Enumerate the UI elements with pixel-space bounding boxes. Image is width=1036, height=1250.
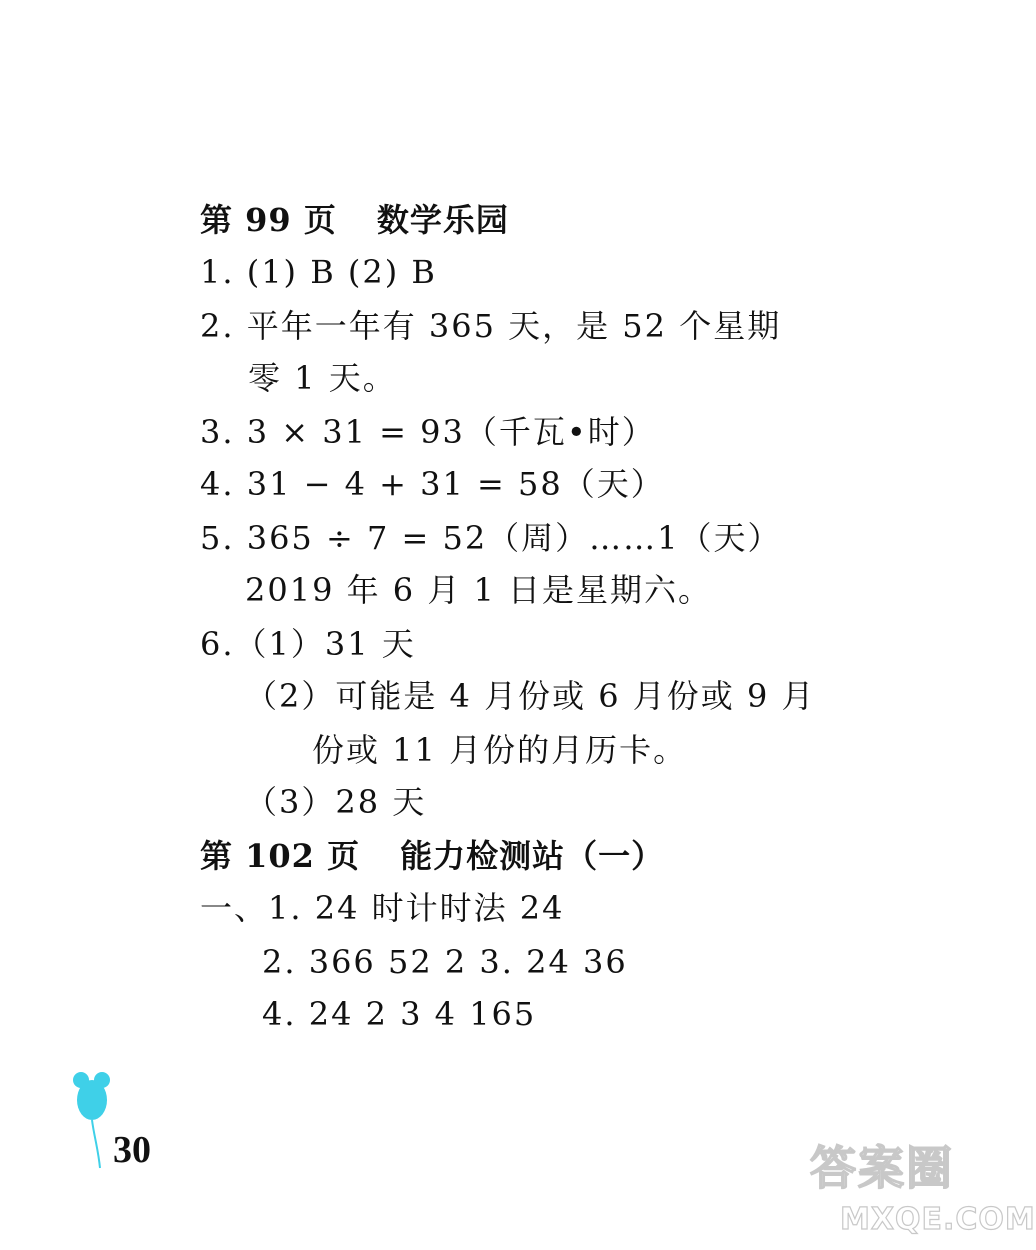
section-title: 数学乐园 [376, 201, 509, 239]
answer-line: 6.（1）31 天 [200, 625, 416, 663]
answer-line: 4. 24 2 3 4 165 [262, 995, 537, 1033]
section-title: 能力检测站（一） [400, 837, 665, 875]
answer-line: 3. 3 × 31 = 93（千瓦•时） [200, 413, 656, 451]
answer-line: 2019 年 6 月 1 日是星期六。 [245, 571, 713, 609]
watermark-text: 答案圈 [810, 1141, 954, 1195]
answer-line: 5. 365 ÷ 7 = 52（周）……1（天） [200, 519, 782, 557]
section-page-label: 第 99 页 [200, 201, 337, 239]
section-heading-page-102 [200, 836, 664, 876]
answer-line: 2. 366 52 2 3. 24 36 [262, 943, 628, 981]
watermark [810, 1140, 1036, 1245]
answer-line: （2）可能是 4 月份或 6 月份或 9 月 [245, 677, 816, 715]
watermark-url: MXQE.COM [840, 1202, 1036, 1237]
section-heading-page-99 [200, 200, 509, 240]
answer-line: 1. (1) B (2) B [200, 253, 437, 291]
answer-line: （3）28 天 [245, 783, 427, 821]
answer-line: 4. 31 − 4 + 31 = 58（天） [200, 465, 665, 503]
section-page-label: 第 102 页 [200, 837, 361, 875]
answer-line: 份或 11 月份的月历卡。 [312, 731, 688, 769]
answer-line: 一、1. 24 时计时法 24 [200, 889, 565, 927]
page-number: 30 [113, 1129, 151, 1171]
answer-line: 2. 平年一年有 365 天，是 52 个星期 [200, 307, 782, 345]
answer-line: 零 1 天。 [248, 359, 397, 397]
